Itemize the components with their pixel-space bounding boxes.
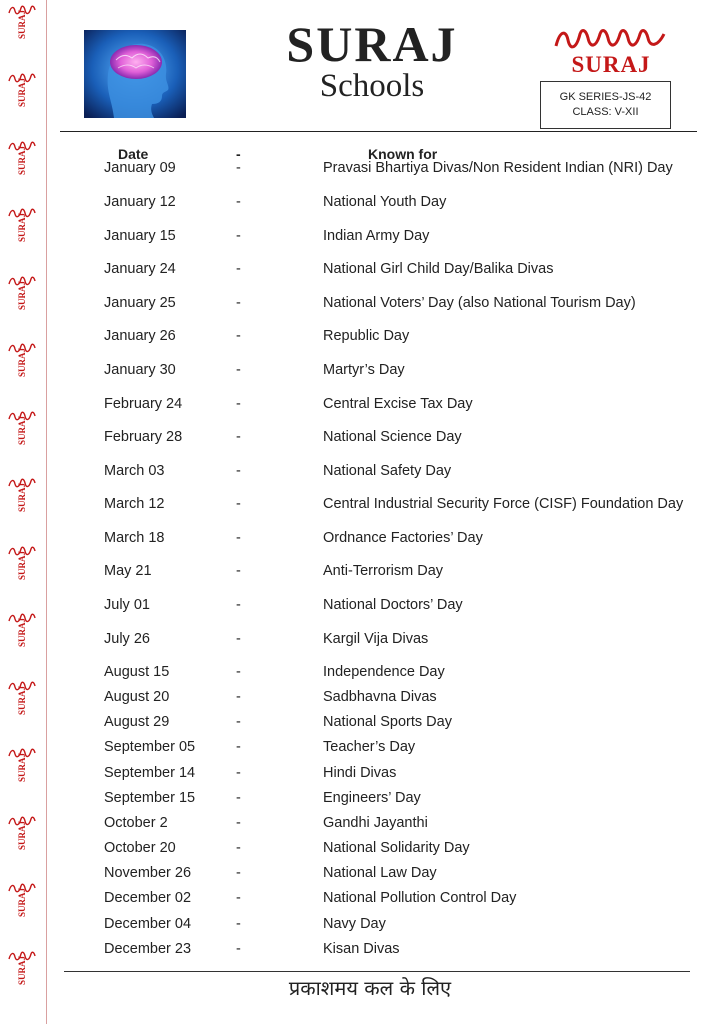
- row-known-for: Sadbhavna Divas: [323, 689, 437, 705]
- row-known-for: Central Excise Tax Day: [323, 396, 473, 412]
- table-row: [0, 261, 724, 281]
- row-known-for: National Doctors’ Day: [323, 597, 463, 613]
- row-date: July 01: [104, 597, 150, 613]
- table-row: [0, 840, 724, 860]
- series-label: GK SERIES-JS-42: [559, 91, 652, 103]
- row-date: January 25: [104, 295, 176, 311]
- row-dash: -: [236, 597, 241, 613]
- row-dash: -: [236, 815, 241, 831]
- table-row: [0, 865, 724, 885]
- footer-tagline: प्रकाशमय कल के लिए: [288, 976, 452, 1000]
- side-logo-text: SURAJ: [17, 550, 27, 580]
- table-row: [0, 664, 724, 684]
- row-date: October 2: [104, 815, 168, 831]
- table-row: [0, 563, 724, 583]
- row-known-for: Engineers’ Day: [323, 790, 421, 806]
- row-dash: -: [236, 295, 241, 311]
- side-logo-text: SURAJ: [17, 820, 27, 850]
- class-label: CLASS: V-XII: [572, 106, 639, 118]
- table-row: [0, 429, 724, 449]
- row-dash: -: [236, 941, 241, 957]
- table-row: [0, 631, 724, 651]
- side-logo-text: SURAJ: [17, 955, 27, 985]
- row-dash: -: [236, 739, 241, 755]
- row-known-for: National Youth Day: [323, 194, 447, 210]
- row-dash: -: [236, 865, 241, 881]
- row-dash: -: [236, 563, 241, 579]
- row-date: January 15: [104, 228, 176, 244]
- row-date: May 21: [104, 563, 152, 579]
- row-known-for: Central Industrial Security Force (CISF) Foundation Day: [323, 496, 684, 512]
- row-dash: -: [236, 228, 241, 244]
- table-row: [0, 739, 724, 759]
- row-known-for: National Law Day: [323, 865, 437, 881]
- row-dash: -: [236, 261, 241, 277]
- side-logo: [8, 72, 38, 118]
- row-dash: -: [236, 396, 241, 412]
- side-logo-text: SURAJ: [17, 887, 27, 917]
- table-row: [0, 228, 724, 248]
- row-dash: -: [236, 496, 241, 512]
- row-known-for: Ordnance Factories’ Day: [323, 530, 483, 546]
- bottom-divider: [64, 971, 690, 972]
- wave-logo-icon: [552, 24, 670, 54]
- side-logo-text: SURAJ: [17, 77, 27, 107]
- row-dash: -: [236, 631, 241, 647]
- row-date: October 20: [104, 840, 176, 856]
- table-row: [0, 916, 724, 936]
- row-dash: -: [236, 530, 241, 546]
- row-date: July 26: [104, 631, 150, 647]
- row-date: December 02: [104, 890, 192, 906]
- logo-text: SURAJ: [571, 52, 651, 77]
- row-known-for: National Science Day: [323, 429, 462, 445]
- table-row: [0, 890, 724, 910]
- row-dash: -: [236, 790, 241, 806]
- table-row: [0, 689, 724, 709]
- row-date: January 26: [104, 328, 176, 344]
- date-header: Date: [118, 146, 149, 162]
- row-dash: -: [236, 916, 241, 932]
- row-date: February 24: [104, 396, 183, 412]
- row-date: January 24: [104, 261, 176, 277]
- row-date: August 29: [104, 714, 170, 730]
- brain-image: [84, 30, 186, 118]
- table-row: [0, 790, 724, 810]
- side-logo-text: SURAJ: [17, 9, 27, 39]
- side-logo-text: SURAJ: [17, 752, 27, 782]
- row-dash: -: [236, 362, 241, 378]
- row-date: March 03: [104, 463, 165, 479]
- series-box: [540, 81, 671, 129]
- row-known-for: Martyr’s Day: [323, 362, 405, 378]
- row-date: March 12: [104, 496, 165, 512]
- known-header: Known for: [368, 146, 438, 162]
- side-logo-text: SURAJ: [17, 482, 27, 512]
- row-date: September 14: [104, 765, 196, 781]
- row-dash: -: [236, 429, 241, 445]
- row-known-for: National Safety Day: [323, 463, 452, 479]
- side-logo: [8, 4, 38, 50]
- side-logo-text: SURAJ: [17, 347, 27, 377]
- row-known-for: National Voters’ Day (also National Tourism Day): [323, 295, 636, 311]
- row-date: January 30: [104, 362, 176, 378]
- row-known-for: Pravasi Bhartiya Divas/Non Resident Indian (NRI) Day: [323, 160, 673, 176]
- row-dash: -: [236, 714, 241, 730]
- row-known-for: Indian Army Day: [323, 228, 430, 244]
- row-dash: -: [236, 890, 241, 906]
- school-brand: [270, 18, 474, 104]
- brand-name: SURAJ: [286, 16, 458, 72]
- row-known-for: Kisan Divas: [323, 941, 400, 957]
- table-row: [0, 194, 724, 214]
- row-known-for: Hindi Divas: [323, 765, 397, 781]
- row-date: September 05: [104, 739, 196, 755]
- table-row: [0, 496, 724, 516]
- table-row: [0, 941, 724, 961]
- row-known-for: Navy Day: [323, 916, 386, 932]
- row-dash: -: [236, 840, 241, 856]
- row-dash: -: [236, 664, 241, 680]
- row-date: August 15: [104, 664, 170, 680]
- row-date: December 23: [104, 941, 192, 957]
- row-known-for: Kargil Vija Divas: [323, 631, 429, 647]
- row-known-for: National Girl Child Day/Balika Divas: [323, 261, 554, 277]
- table-row: [0, 328, 724, 348]
- table-row: [0, 597, 724, 617]
- row-date: February 28: [104, 429, 183, 445]
- table-row: [0, 463, 724, 483]
- side-logo-text: SURAJ: [17, 617, 27, 647]
- row-known-for: National Sports Day: [323, 714, 452, 730]
- suraj-logo: [552, 24, 670, 78]
- row-dash: -: [236, 194, 241, 210]
- row-known-for: Gandhi Jayanthi: [323, 815, 428, 831]
- row-date: September 15: [104, 790, 196, 806]
- row-dash: -: [236, 765, 241, 781]
- row-known-for: Republic Day: [323, 328, 410, 344]
- side-logo-text: SURAJ: [17, 280, 27, 310]
- table-row: [0, 815, 724, 835]
- row-date: January 12: [104, 194, 176, 210]
- table-row: [0, 160, 724, 180]
- row-dash: -: [236, 689, 241, 705]
- side-logo-text: SURAJ: [17, 212, 27, 242]
- brand-subtitle: Schools: [319, 68, 425, 104]
- table-row: [0, 362, 724, 382]
- row-date: December 04: [104, 916, 192, 932]
- row-known-for: Anti-Terrorism Day: [323, 563, 444, 579]
- top-divider: [60, 131, 697, 132]
- row-date: November 26: [104, 865, 192, 881]
- side-logo-text: SURAJ: [17, 415, 27, 445]
- table-row: [0, 530, 724, 550]
- dash-header: -: [236, 146, 241, 162]
- table-row: [0, 295, 724, 315]
- table-row: [0, 396, 724, 416]
- row-dash: -: [236, 328, 241, 344]
- row-dash: -: [236, 160, 241, 176]
- row-known-for: National Solidarity Day: [323, 840, 470, 856]
- table-row: [0, 765, 724, 785]
- row-dash: -: [236, 463, 241, 479]
- row-date: January 09: [104, 160, 176, 176]
- side-logo-text: SURAJ: [17, 685, 27, 715]
- row-date: March 18: [104, 530, 165, 546]
- table-row: [0, 714, 724, 734]
- row-known-for: Independence Day: [323, 664, 445, 680]
- row-known-for: National Pollution Control Day: [323, 890, 517, 906]
- row-date: August 20: [104, 689, 170, 705]
- side-logo-text: SURAJ: [17, 145, 27, 175]
- row-known-for: Teacher’s Day: [323, 739, 416, 755]
